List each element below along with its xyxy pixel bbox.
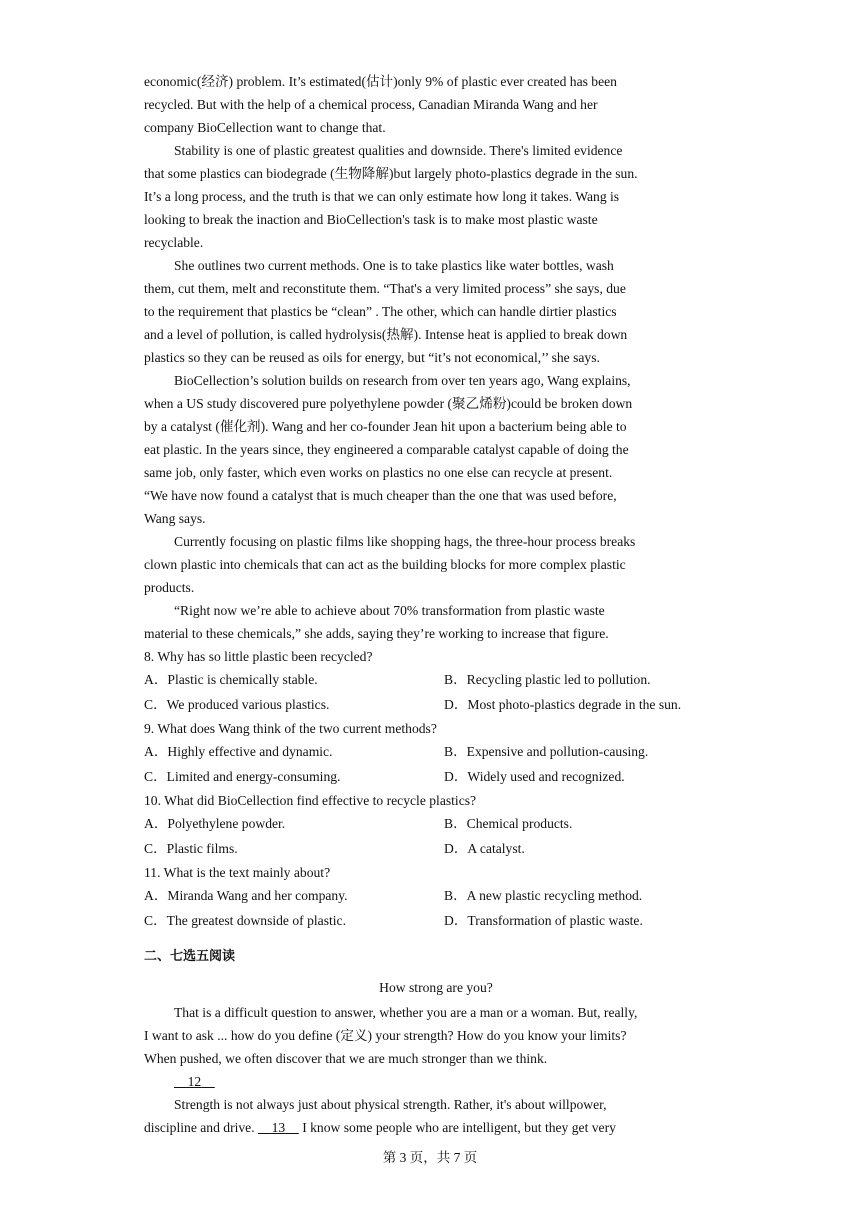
section-heading: 二、七选五阅读 [144,949,236,964]
option-row [144,740,728,765]
text-line: I want to ask ... how do you define (定义) your strength? How do you know your limits? [144,1028,627,1043]
option-row [144,693,728,718]
question-list [144,645,728,933]
answer-option[interactable]: B．Chemical products. [444,816,573,831]
text-line: discipline and drive. 13 I know some people who are intelligent, but they get very [144,1120,616,1135]
answer-option[interactable]: B．A new plastic recycling method. [444,888,643,903]
passage-line: plastics so they can be reused as oils for energy, but “it’s not economical,’’ she says. [144,350,600,365]
passage-line: that some plastics can biodegrade (生物降解)but largely photo-plastics degrade in the sun. [144,166,638,181]
passage-line: products. [144,580,195,595]
passage-line: She outlines two current methods. One is to take plastics like water bottles, wash [174,258,614,273]
question-stem: 10. What did BioCellection find effective to recycle plastics? [144,793,477,808]
answer-option[interactable]: A．Plastic is chemically stable. [144,672,318,687]
passage-line: Currently focusing on plastic films like shopping hags, the three-hour process breaks [174,534,636,549]
answer-option[interactable]: C．Limited and energy-consuming. [144,768,341,784]
text-line: That is a difficult question to answer, whether you are a man or a woman. But, really, [174,1005,638,1020]
passage-line: by a catalyst (催化剂). Wang and her co-founder Jean hit upon a bacterium being able to [144,419,627,434]
answer-blank-13[interactable]: 13 [271,1120,286,1135]
option-row [144,765,728,790]
answer-option[interactable]: B．Expensive and pollution-causing. [444,744,649,759]
passage-line: when a US study discovered pure polyethylene powder (聚乙烯粉)could be broken down [144,396,633,411]
passage-line: recyclable. [144,235,204,250]
passage-line: clown plastic into chemicals that can act as the building blocks for more complex plastic [144,557,626,572]
option-row [144,837,728,862]
passage-title: How strong are you? [379,980,493,995]
section-paragraph-1 [144,1001,728,1070]
passage-line: “We have now found a catalyst that is much cheaper than the one that was used before, [144,488,617,503]
text-line: When pushed, we often discover that we are much stronger than we think. [144,1051,548,1066]
answer-option[interactable]: B．Recycling plastic led to pollution. [444,672,651,687]
answer-option[interactable]: C．Plastic films. [144,840,238,856]
answer-option[interactable]: C．The greatest downside of plastic. [144,912,346,928]
answer-option[interactable]: A．Miranda Wang and her company. [144,888,348,903]
passage-line: eat plastic. In the years since, they engineered a comparable catalyst capable of doing the [144,442,629,457]
blank-12-line [144,1070,728,1093]
passage-line: recycled. But with the help of a chemical process, Canadian Miranda Wang and her [144,97,598,112]
answer-option[interactable]: D．Transformation of plastic waste. [444,912,643,928]
passage-line: to the requirement that plastics be “clean” . The other, which can handle dirtier plastics [144,304,617,319]
section-paragraph-2 [144,1093,728,1139]
question-stem: 8. Why has so little plastic been recycled? [144,649,373,664]
option-row [144,668,728,693]
passage-line: It’s a long process, and the truth is that we can only estimate how long it takes. Wang is [144,189,620,204]
answer-option[interactable]: D．Widely used and recognized. [444,768,625,784]
answer-option[interactable]: D．A catalyst. [444,840,525,856]
question-stem: 9. What does Wang think of the two current methods? [144,721,437,736]
option-row [144,812,728,837]
question-stem: 11. What is the text mainly about? [144,865,331,880]
passage-line: economic(经济) problem. It’s estimated(估计)only 9% of plastic ever created has been [144,74,617,89]
answer-option[interactable]: C．We produced various plastics. [144,696,330,712]
passage-line: company BioCellection want to change that. [144,120,386,135]
reading-passage [144,70,728,645]
answer-blank-12[interactable]: 12 [187,1074,202,1089]
option-row [144,909,728,934]
passage-line: and a level of pollution, is called hydrolysis(热解). Intense heat is applied to break down [144,327,628,342]
passage-line: looking to break the inaction and BioCellection's task is to make most plastic waste [144,212,598,227]
passage-line: same job, only faster, which even works on plastics no one else can recycle at present. [144,465,613,480]
answer-option[interactable]: A．Highly effective and dynamic. [144,744,333,759]
document-page [144,70,728,1139]
text-line: Strength is not always just about physical strength. Rather, it's about willpower, [174,1097,607,1112]
passage-line: them, cut them, melt and reconstitute them. “That's a very limited process” she says, due [144,281,626,296]
passage-line: Stability is one of plastic greatest qualities and downside. There's limited evidence [174,143,623,158]
page-footer: 第 3 页，共 7 页 [382,1150,478,1165]
passage-line: BioCellection’s solution builds on research from over ten years ago, Wang explains, [174,373,631,388]
passage-line: material to these chemicals,” she adds, saying they’re working to increase that figure. [144,626,609,641]
passage-line: Wang says. [144,511,206,526]
option-row [144,884,728,909]
answer-option[interactable]: D．Most photo-plastics degrade in the sun. [444,696,682,712]
passage-line: “Right now we’re able to achieve about 70% transformation from plastic waste [174,603,605,618]
answer-option[interactable]: A．Polyethylene powder. [144,816,286,831]
